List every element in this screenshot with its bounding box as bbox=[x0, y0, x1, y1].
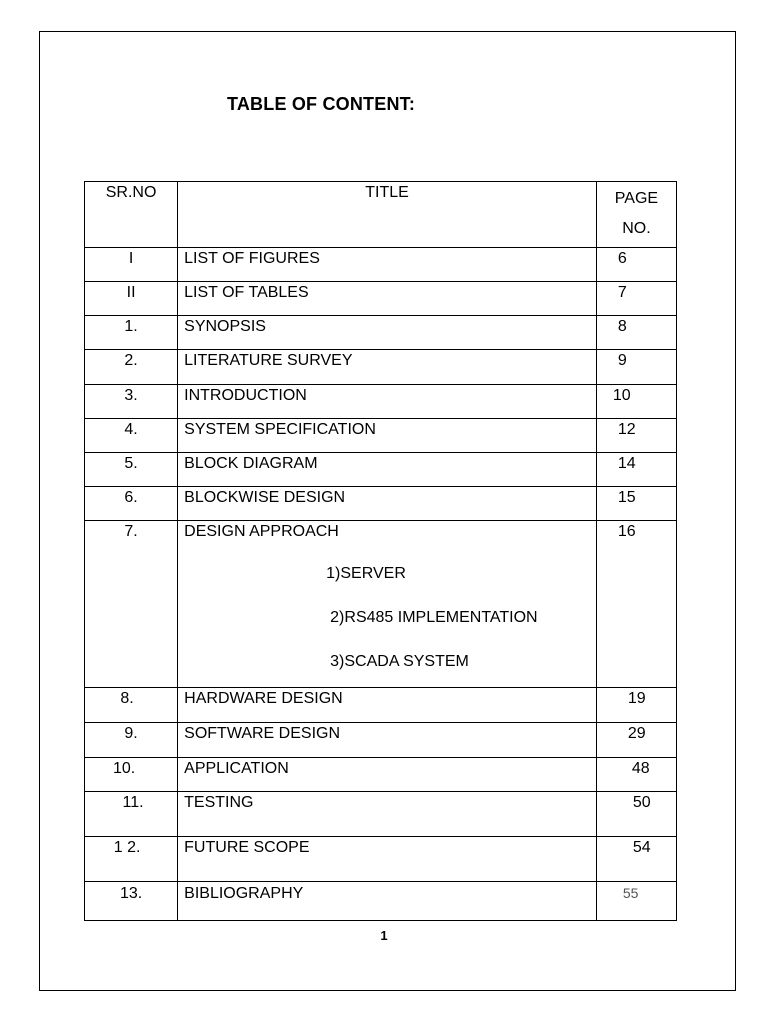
toc-row bbox=[85, 521, 677, 688]
toc-table bbox=[84, 181, 677, 921]
toc-row bbox=[85, 837, 677, 882]
page-cell bbox=[596, 350, 676, 385]
toc-title: APPLICATION bbox=[184, 760, 289, 777]
title-cell bbox=[178, 688, 597, 723]
sr-cell bbox=[85, 385, 178, 419]
page-cell bbox=[596, 837, 676, 882]
title-cell bbox=[178, 350, 597, 385]
sr-cell bbox=[85, 837, 178, 882]
toc-title: TESTING bbox=[184, 794, 254, 811]
page-cell bbox=[596, 792, 676, 837]
toc-sr: 3. bbox=[124, 387, 138, 404]
toc-page: 54 bbox=[632, 839, 651, 856]
toc-title: BIBLIOGRAPHY bbox=[184, 885, 304, 902]
toc-title: BLOCKWISE DESIGN bbox=[184, 489, 346, 506]
page-cell bbox=[596, 385, 676, 419]
page-cell bbox=[596, 453, 676, 487]
title-cell bbox=[178, 385, 597, 419]
toc-sr: 9. bbox=[124, 725, 138, 742]
toc-page: 29 bbox=[627, 725, 646, 742]
toc-page: 12 bbox=[617, 421, 636, 438]
title-cell bbox=[178, 282, 597, 316]
toc-subitem: 2)RS485 IMPLEMENTATION bbox=[330, 609, 538, 626]
sr-cell bbox=[85, 282, 178, 316]
title-cell bbox=[178, 723, 597, 758]
title-cell bbox=[178, 419, 597, 453]
title-cell bbox=[178, 882, 597, 921]
toc-title: FUTURE SCOPE bbox=[184, 839, 310, 856]
header-page-cell bbox=[596, 182, 676, 248]
toc-title: HARDWARE DESIGN bbox=[184, 690, 343, 707]
toc-title: SYSTEM SPECIFICATION bbox=[184, 421, 376, 438]
title-cell bbox=[178, 792, 597, 837]
toc-sr: 10. bbox=[112, 760, 136, 777]
sr-cell bbox=[85, 688, 178, 723]
page-cell bbox=[596, 688, 676, 723]
toc-title: LIST OF TABLES bbox=[184, 284, 309, 301]
toc-page: 14 bbox=[617, 455, 636, 472]
sr-cell bbox=[85, 723, 178, 758]
sr-cell bbox=[85, 350, 178, 385]
sr-cell bbox=[85, 792, 178, 837]
title-cell bbox=[178, 316, 597, 350]
toc-sr: 2. bbox=[124, 352, 138, 369]
toc-page: 9 bbox=[617, 352, 627, 369]
title-cell bbox=[178, 521, 597, 688]
toc-sr: 8. bbox=[120, 690, 134, 707]
toc-row bbox=[85, 758, 677, 792]
toc-title: SYNOPSIS bbox=[184, 318, 266, 335]
toc-row bbox=[85, 882, 677, 921]
toc-sr: 11. bbox=[122, 794, 144, 811]
sr-cell bbox=[85, 316, 178, 350]
toc-title: BLOCK DIAGRAM bbox=[184, 455, 318, 472]
header-title-cell bbox=[178, 182, 597, 248]
toc-row bbox=[85, 688, 677, 723]
toc-page: 16 bbox=[617, 523, 636, 540]
toc-page: 48 bbox=[631, 760, 650, 777]
toc-sr: 1 2. bbox=[113, 839, 141, 856]
toc-title: INTRODUCTION bbox=[184, 387, 307, 404]
toc-sr: 6. bbox=[124, 489, 138, 506]
toc-row bbox=[85, 282, 677, 316]
toc-subitem: 3)SCADA SYSTEM bbox=[330, 653, 469, 670]
toc-title: LITERATURE SURVEY bbox=[184, 352, 353, 369]
toc-row bbox=[85, 316, 677, 350]
toc-sr: 1. bbox=[124, 318, 138, 335]
toc-row bbox=[85, 723, 677, 758]
page-cell bbox=[596, 758, 676, 792]
toc-page: 15 bbox=[617, 489, 636, 506]
sr-cell bbox=[85, 521, 178, 688]
sr-cell bbox=[85, 758, 178, 792]
toc-sr: I bbox=[128, 250, 134, 267]
toc-title: DESIGN APPROACH bbox=[184, 523, 339, 540]
toc-sr: II bbox=[126, 284, 136, 301]
toc-page: 50 bbox=[632, 794, 651, 811]
sr-cell bbox=[85, 419, 178, 453]
toc-page: 19 bbox=[627, 690, 646, 707]
toc-row bbox=[85, 248, 677, 282]
header-page-line2: NO. bbox=[622, 220, 651, 237]
toc-row bbox=[85, 792, 677, 837]
header-sr-no-cell bbox=[85, 182, 178, 248]
toc-title: SOFTWARE DESIGN bbox=[184, 725, 341, 742]
toc-page: 10 bbox=[612, 387, 631, 404]
toc-header-row bbox=[85, 182, 677, 248]
page-cell bbox=[596, 487, 676, 521]
header-sr-no: SR.NO bbox=[105, 184, 157, 201]
page-cell bbox=[596, 521, 676, 688]
title-cell bbox=[178, 248, 597, 282]
toc-sr: 4. bbox=[124, 421, 138, 438]
toc-title: LIST OF FIGURES bbox=[184, 250, 320, 267]
page-cell bbox=[596, 419, 676, 453]
toc-row bbox=[85, 350, 677, 385]
sr-cell bbox=[85, 882, 178, 921]
title-cell bbox=[178, 487, 597, 521]
toc-page: 7 bbox=[617, 284, 627, 301]
toc-page: 55 bbox=[622, 885, 639, 901]
page-cell bbox=[596, 248, 676, 282]
toc-page: 8 bbox=[617, 318, 627, 335]
sr-cell bbox=[85, 487, 178, 521]
toc-subitem: 1)SERVER bbox=[326, 565, 406, 582]
page-cell bbox=[596, 316, 676, 350]
page-number: 1 bbox=[380, 928, 388, 943]
header-page-line1: PAGE bbox=[614, 190, 659, 207]
header-title: TITLE bbox=[365, 184, 409, 201]
page-cell bbox=[596, 882, 676, 921]
title-cell bbox=[178, 453, 597, 487]
sr-cell bbox=[85, 453, 178, 487]
document-heading: TABLE OF CONTENT: bbox=[227, 94, 416, 114]
sr-cell bbox=[85, 248, 178, 282]
toc-row bbox=[85, 385, 677, 419]
toc-sr: 5. bbox=[124, 455, 138, 472]
page-cell bbox=[596, 723, 676, 758]
toc-row bbox=[85, 419, 677, 453]
toc-row bbox=[85, 453, 677, 487]
title-cell bbox=[178, 758, 597, 792]
toc-row bbox=[85, 487, 677, 521]
toc-sr: 7. bbox=[124, 523, 138, 540]
toc-sr: 13. bbox=[119, 885, 143, 902]
page-cell bbox=[596, 282, 676, 316]
title-cell bbox=[178, 837, 597, 882]
toc-page: 6 bbox=[617, 250, 627, 267]
